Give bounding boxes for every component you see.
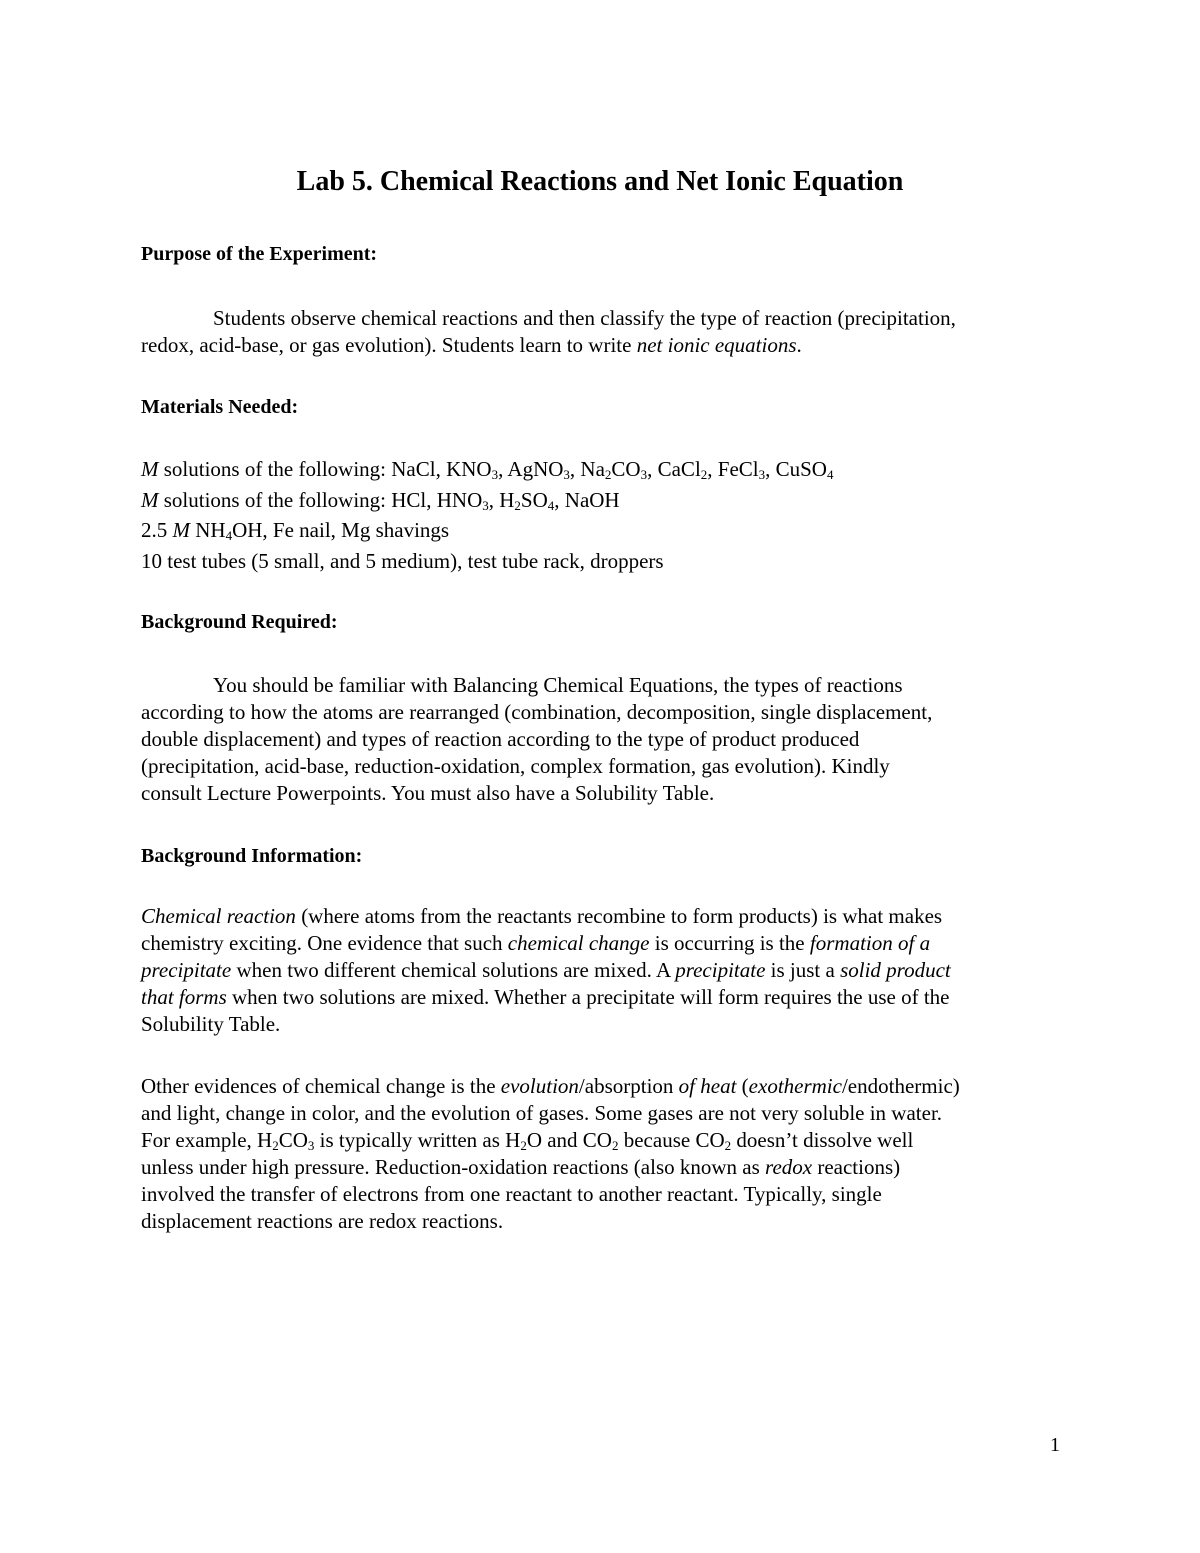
bg-required-line: according to how the atoms are rearranged (combination, decomposition, single displacement, xyxy=(141,700,933,724)
bg-info-line: displacement reactions are redox reactions. xyxy=(141,1209,504,1233)
text: OH, Fe nail, Mg shavings xyxy=(232,518,450,542)
materials-line-4: 10 test tubes (5 small, and 5 medium), test tube rack, droppers xyxy=(141,548,664,573)
text: solutions of the following: NaCl, KNO xyxy=(158,457,492,481)
bg-info-line xyxy=(141,903,1071,930)
bg-info-line xyxy=(141,957,1071,984)
molarity-symbol: M xyxy=(141,487,159,512)
background-required-heading: Background Required: xyxy=(141,611,338,633)
bg-required-line: double displacement) and types of reaction according to the type of product produced xyxy=(141,727,860,751)
bg-required-line: You should be familiar with Balancing Chemical Equations, the types of reactions xyxy=(213,673,903,697)
materials-line-2: M solutions of the following: HCl, $HNO_3$, $H_2SO_4$, NaOH xyxy=(141,487,620,513)
text: unless under high pressure. Reduction-oxidation reactions (also known as xyxy=(141,1155,766,1179)
emphasis-text: precipitate xyxy=(675,958,766,982)
bg-info-line xyxy=(141,1154,1071,1181)
emphasis-text: of heat xyxy=(678,1074,737,1098)
text: O and CO xyxy=(526,1128,612,1152)
bg-info-line xyxy=(141,930,1071,957)
page-number: 1 xyxy=(1050,1434,1060,1456)
emphasis-text: solid product xyxy=(840,958,951,982)
text: 2.5 xyxy=(141,518,173,542)
text: . xyxy=(796,333,802,357)
bg-required-line: consult Lecture Powerpoints. You must also have a Solubility Table. xyxy=(141,781,715,805)
purpose-heading: Purpose of the Experiment: xyxy=(141,243,378,265)
purpose-line-1: Students observe chemical reactions and then classify the type of reaction (precipitation, xyxy=(213,306,956,330)
materials-list xyxy=(141,454,1071,576)
text: when two solutions are mixed. Whether a precipitate will form requires the use of the xyxy=(226,985,950,1009)
emphasis-text: chemical change xyxy=(507,931,650,955)
text: NH xyxy=(190,518,226,542)
text: is occurring is the xyxy=(649,931,810,955)
background-information-heading: Background Information: xyxy=(141,845,363,867)
purpose-paragraph xyxy=(141,305,1071,359)
text: solutions of the following: HCl, HNO xyxy=(158,487,483,512)
text: when two different chemical solutions are mixed. A xyxy=(231,958,676,982)
bg-info-line xyxy=(141,984,1071,1011)
emphasis-text: redox xyxy=(765,1155,813,1179)
text: /absorption xyxy=(578,1074,679,1098)
text: doesn’t dissolve well xyxy=(731,1128,914,1152)
emphasis-text: that forms xyxy=(141,985,227,1009)
bg-info-line: and light, change in color, and the evolution of gases. Some gases are not very soluble in water. xyxy=(141,1101,943,1125)
materials-line-3: 2.5 M $NH_4OH$, Fe nail, Mg shavings xyxy=(141,518,450,543)
text: is typically written as H xyxy=(314,1128,521,1152)
bg-info-line: Solubility Table. xyxy=(141,1012,281,1036)
bg-info-line: involved the transfer of electrons from one reactant to another reactant. Typically, single xyxy=(141,1182,882,1206)
bg-info-line: For example, $H_2CO_3$ is typically written as $H_2O$ and $CO_2$ because $CO_2$ doesn’t dissolve well xyxy=(141,1128,914,1153)
text: For example, H xyxy=(141,1128,273,1152)
text: ( xyxy=(736,1074,749,1098)
text: is just a xyxy=(765,958,841,982)
background-required-paragraph xyxy=(141,672,1071,807)
text: (where atoms from the reactants recombine to form products) is what makes xyxy=(295,904,943,928)
emphasis-text: evolution xyxy=(500,1074,579,1098)
materials-heading: Materials Needed: xyxy=(141,396,299,418)
emphasis-text: formation of a xyxy=(809,931,931,955)
materials-line-1: M solutions of the following: NaCl, $KNO_3$, AgNO$_3$, $Na_2CO_3$, CaCl$_2$, FeCl$_3$, CuSO$_4$ xyxy=(141,457,834,482)
bg-required-line: (precipitation, acid-base, reduction-oxidation, complex formation, gas evolution). Kindly xyxy=(141,754,890,778)
text: /endothermic) xyxy=(841,1074,960,1098)
molarity-symbol: M xyxy=(172,518,190,542)
emphasis-text: Chemical reaction xyxy=(141,904,296,928)
text: reactions) xyxy=(812,1155,901,1179)
bg-info-line xyxy=(141,1073,1071,1100)
text: because CO xyxy=(618,1128,725,1152)
text: Other evidences of chemical change is the xyxy=(141,1074,501,1098)
background-info-paragraph-1 xyxy=(141,903,1071,1038)
page-title: Lab 5. Chemical Reactions and Net Ionic Equation xyxy=(296,166,904,197)
emphasis-text: precipitate xyxy=(141,958,232,982)
emphasis-text: exothermic xyxy=(748,1074,842,1098)
text: chemistry exciting. One evidence that such xyxy=(141,931,508,955)
text: redox, acid-base, or gas evolution). Students learn to write xyxy=(141,333,637,357)
text: CO xyxy=(278,1128,308,1152)
emphasis-text: net ionic equations xyxy=(636,333,797,357)
purpose-line-2 xyxy=(141,332,1071,359)
background-info-paragraph-2 xyxy=(141,1073,1071,1235)
molarity-symbol: M xyxy=(141,457,159,481)
